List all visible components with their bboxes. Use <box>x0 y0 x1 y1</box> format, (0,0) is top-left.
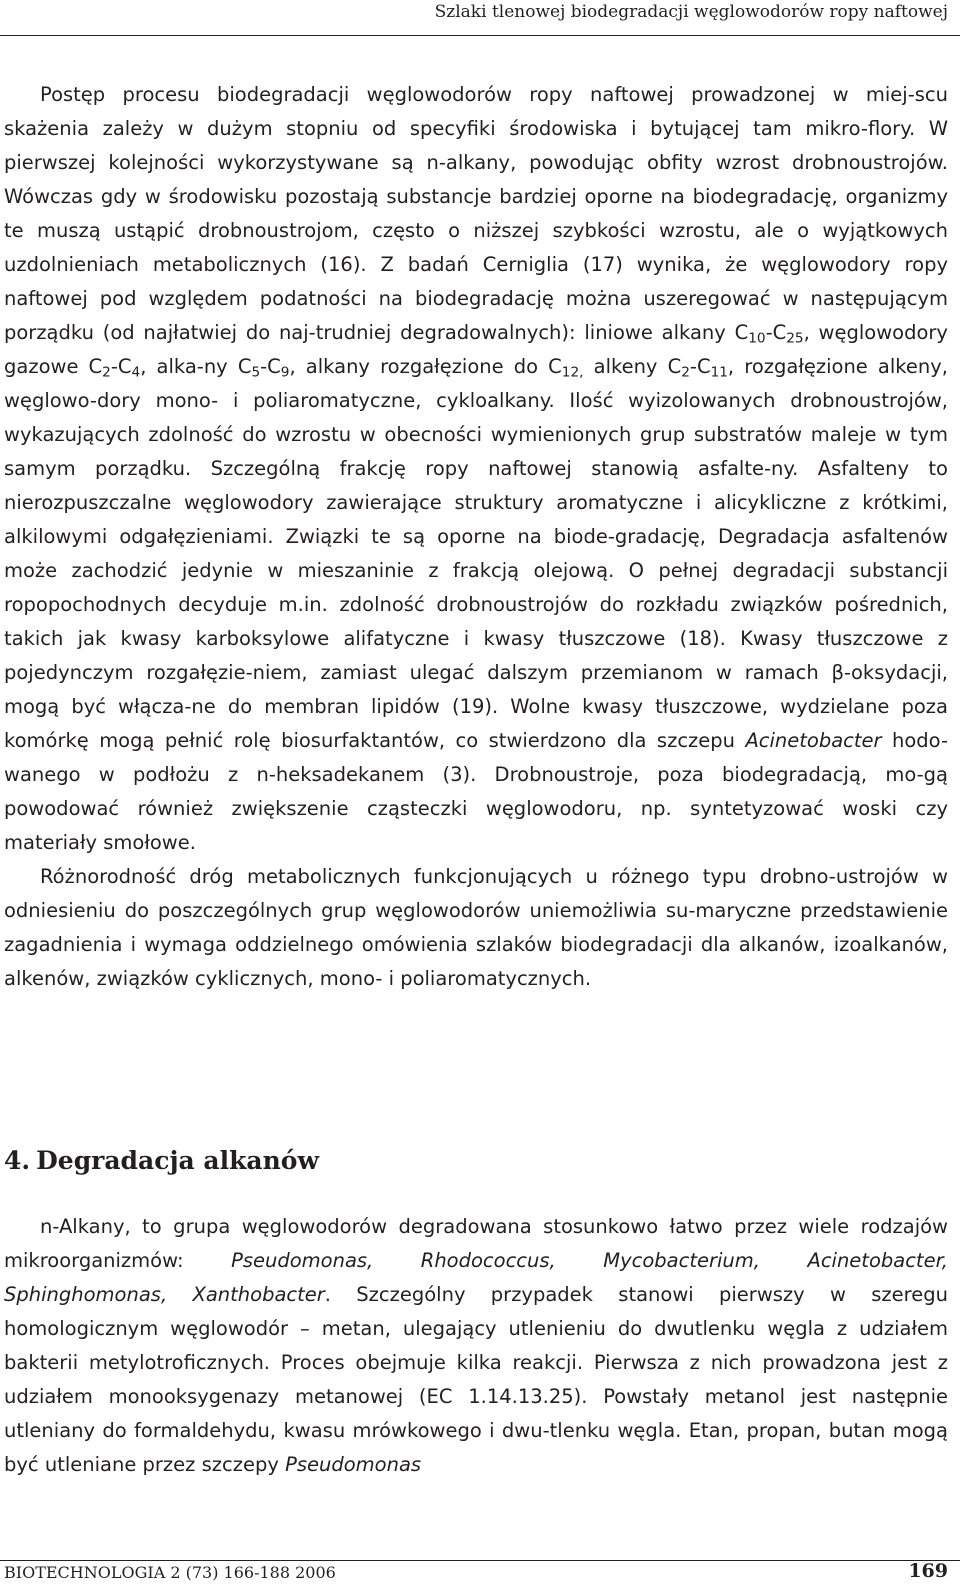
text-run: hodo-wanego w podłożu z n-heksadekanem (3). Drobnoustroje, poza biodegradacją, mo-gą powodować również zwiększenie cząsteczki węglowodoru, np. syntetyzować woski czy materiały smołowe. <box>4 729 948 854</box>
body-text-block-2 <box>4 1210 948 1482</box>
text-run: Postęp procesu biodegradacji węglowodorów ropy naftowej prowadzonej w miej-scu skażenia zależy w dużym stopniu od specyfiki środowiska i bytującej tam mikro-flory. W pierwszej kolejności wykorzystywane są n-alkany, powodując obfity wzrost drobnoustrojów. Wówczas gdy w środowisku pozostają substancje bardziej oporne na biodegradację, organizmy te muszą ustąpić drobnoustrojom, często o niższej szybkości wzrostu, ale o wyjątkowych uzdolnieniach metabolicznych (16). Z badań Cerniglia (17) wynika, że węglowodory ropy naftowej pod względem podatności na biodegradację można uszeregować w następującym porządku (od najłatwiej do naj-trudniej degradowalnych): liniowe alkany C <box>4 83 948 344</box>
italic-species-name: Acinetobacter <box>745 729 882 752</box>
section-title: Degradacja alkanów <box>36 1146 319 1175</box>
footer-rule <box>0 1560 960 1561</box>
text-run: , węglowodory gazowe C <box>4 321 948 378</box>
subscript: 4 <box>131 364 141 381</box>
text-run: n-Alkany, to grupa węglowodorów degradowana stosunkowo łatwo przez wiele rodzajów mikroorganizmów: <box>4 1215 948 1272</box>
section-number: 4. <box>4 1146 31 1175</box>
header-rule <box>0 35 960 36</box>
running-head: Szlaki tlenowej biodegradacji węglowodorów ropy naftowej <box>434 2 948 22</box>
text-run: , alkany rozgałęzione do C <box>289 355 562 378</box>
text-run: , alka-ny C <box>140 355 252 378</box>
section-heading <box>4 1146 319 1175</box>
text-run: , rozgałęzione alkeny, węglowo-dory mono- i poliaromatyczne, cykloalkany. Ilość wyizolowanych drobnoustrojów, wykazujących zdolność do wzrostu w obecności wymienionych grup substratów maleje w tym samym porządku. Szczególną frakcję ropy naftowej stanowią asfalte-ny. Asfalteny to nierozpuszczalne węglowodory zawierające struktury aromatyczne i alicykliczne z krótkimi, alkilowymi odgałęzieniami. Związki te są oporne na biode-gradację, Degradacja asfaltenów może zachodzić jedynie w mieszaninie z frakcją olejową. O pełnej degradacji substancji ropopochodnych decyduje m.in. zdolność drobnoustrojów do rozkładu związków pośrednich, takich jak kwasy karboksylowe alifatyczne i kwasy tłuszczowe (18). Kwasy tłuszczowe z pojedynczym rozgałęzie-niem, zamiast ulegać dalszym przemianom w ramach β-oksydacji, mogą być włącza-ne do membran lipidów (19). Wolne kwasy tłuszczowe, wydzielane poza komórkę mogą pełnić rolę biosurfaktantów, co stwierdzono dla szczepu <box>4 355 948 752</box>
text-run: -C <box>110 355 132 378</box>
subscript: 12, <box>561 364 584 381</box>
subscript: 11 <box>710 364 728 381</box>
text-run: alkeny C <box>583 355 682 378</box>
italic-species-names: Pseudomonas, Rhodococcus, Mycobacterium, Acinetobacter, Sphinghomonas, Xanthobacter <box>4 1249 949 1306</box>
subscript: 10 <box>748 330 766 347</box>
italic-species-name: Pseudomonas <box>285 1453 422 1476</box>
subscript: 9 <box>280 364 290 381</box>
subscript: 2 <box>681 364 690 381</box>
paragraph-3 <box>4 1210 948 1482</box>
subscript: 25 <box>786 330 804 347</box>
journal-citation: BIOTECHNOLOGIA 2 (73) 166-188 2006 <box>4 1563 336 1582</box>
page-number: 169 <box>908 1560 948 1582</box>
body-text-block-1 <box>4 78 948 996</box>
text-run: -C <box>765 321 787 344</box>
subscript: 2 <box>102 364 111 381</box>
text-run: . Szczególny przypadek stanowi pierwszy w szeregu homologicznym węglowodór – metan, ulegający utlenieniu do dwutlenku węgla z udziałem bakterii metylotroficznych. Proces obejmuje kilka reakcji. Pierwsza z nich prowadzona jest z udziałem monooksygenazy metanowej (EC 1.14.13.25). Powstały metanol jest następnie utleniany do formaldehydu, kwasu mrówkowego i dwu-tlenku węgla. Etan, propan, butan mogą być utleniane przez szczepy <box>4 1283 948 1476</box>
subscript: 5 <box>251 364 261 381</box>
paragraph-2: Różnorodność dróg metabolicznych funkcjonujących u różnego typu drobno-ustrojów w odniesieniu do poszczególnych grup węglowodorów uniemożliwia su-maryczne przedstawienie zagadnienia i wymaga oddzielnego omówienia szlaków biodegradacji dla alkanów, izoalkanów, alkenów, związków cyklicznych, mono- i poliaromatycznych. <box>4 865 948 990</box>
paragraph-1 <box>4 78 948 860</box>
text-run: -C <box>260 355 281 378</box>
text-run: -C <box>689 355 711 378</box>
